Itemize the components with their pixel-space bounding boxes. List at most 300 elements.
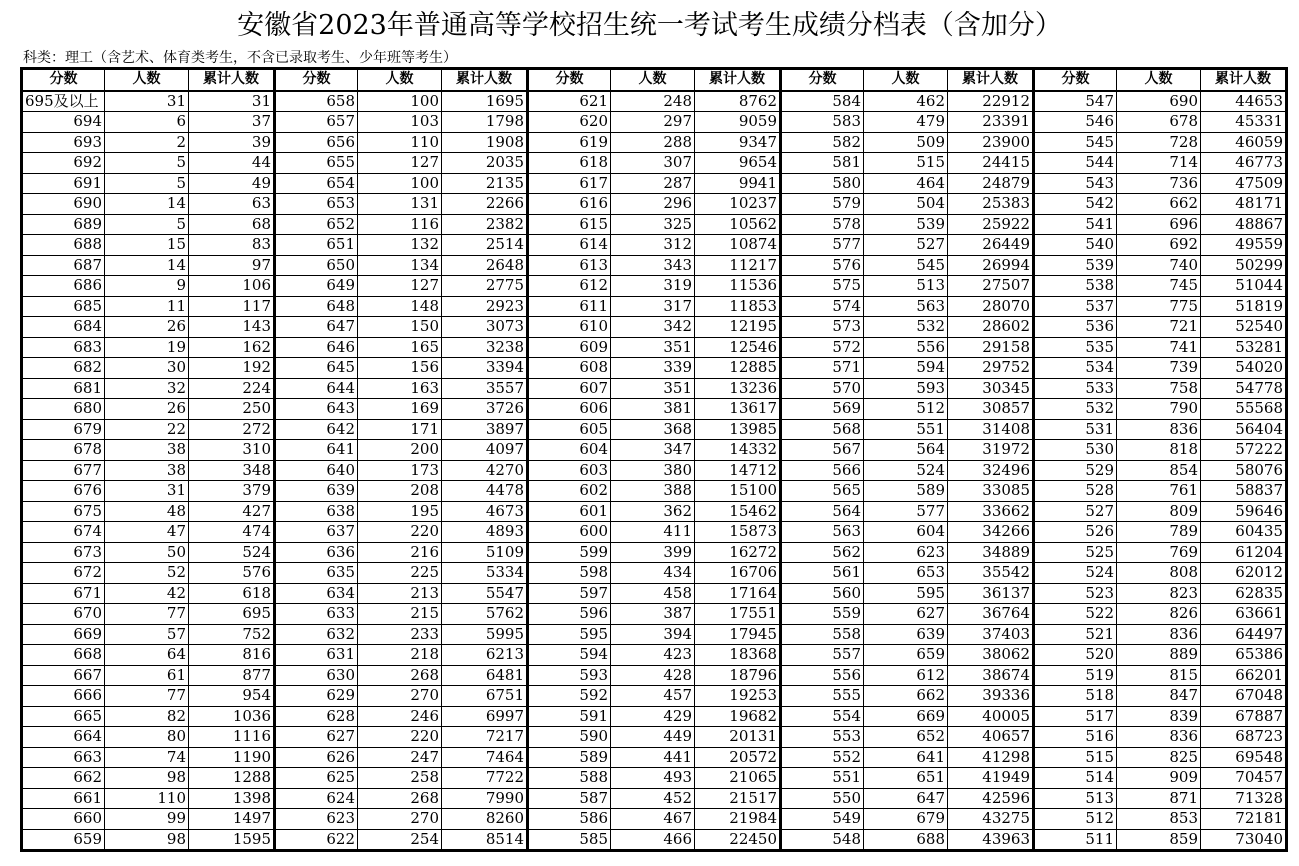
cell-score: 674	[22, 522, 105, 543]
cell-count: 745	[1117, 276, 1201, 297]
cell-count: 612	[864, 665, 948, 686]
cell-count: 218	[358, 645, 442, 666]
cell-cumulative: 29158	[948, 337, 1034, 358]
cell-count: 57	[105, 624, 189, 645]
cell-score: 645	[275, 358, 358, 379]
cell-score: 644	[275, 378, 358, 399]
cell-count: 457	[611, 686, 695, 707]
table-row	[22, 358, 1287, 379]
cell-score: 606	[528, 399, 611, 420]
cell-cumulative: 25922	[948, 214, 1034, 235]
cell-count: 116	[358, 214, 442, 235]
cell-score: 543	[1034, 173, 1117, 194]
cell-score: 542	[1034, 194, 1117, 215]
cell-count: 208	[358, 481, 442, 502]
cell-cumulative: 1190	[189, 747, 275, 768]
cell-cumulative: 62835	[1201, 583, 1287, 604]
cell-cumulative: 39336	[948, 686, 1034, 707]
cell-count: 19	[105, 337, 189, 358]
cell-score: 618	[528, 153, 611, 174]
table-row	[22, 747, 1287, 768]
cell-count: 26	[105, 317, 189, 338]
cell-score: 528	[1034, 481, 1117, 502]
cell-count: 714	[1117, 153, 1201, 174]
cell-cumulative: 33085	[948, 481, 1034, 502]
cell-cumulative: 2923	[442, 296, 528, 317]
cell-cumulative: 4893	[442, 522, 528, 543]
cell-count: 48	[105, 501, 189, 522]
cell-count: 220	[358, 727, 442, 748]
cell-score: 580	[781, 173, 864, 194]
cell-score: 591	[528, 706, 611, 727]
cell-count: 110	[358, 132, 442, 153]
cell-count: 758	[1117, 378, 1201, 399]
cell-score: 681	[22, 378, 105, 399]
cell-score: 635	[275, 563, 358, 584]
cell-cumulative: 13617	[695, 399, 781, 420]
cell-score: 581	[781, 153, 864, 174]
table-row	[22, 378, 1287, 399]
cell-score: 593	[528, 665, 611, 686]
cell-score: 673	[22, 542, 105, 563]
cell-cumulative: 4673	[442, 501, 528, 522]
cell-score: 639	[275, 481, 358, 502]
table-row	[22, 604, 1287, 625]
cell-count: 512	[864, 399, 948, 420]
cell-cumulative: 162	[189, 337, 275, 358]
cell-count: 826	[1117, 604, 1201, 625]
cell-cumulative: 20131	[695, 727, 781, 748]
cell-count: 741	[1117, 337, 1201, 358]
table-row	[22, 173, 1287, 194]
cell-count: 423	[611, 645, 695, 666]
cell-count: 287	[611, 173, 695, 194]
cell-score: 655	[275, 153, 358, 174]
cell-cumulative: 11536	[695, 276, 781, 297]
cell-score: 653	[275, 194, 358, 215]
cell-cumulative: 18796	[695, 665, 781, 686]
cell-count: 297	[611, 112, 695, 133]
cell-cumulative: 50299	[1201, 255, 1287, 276]
cell-count: 809	[1117, 501, 1201, 522]
cell-score: 587	[528, 788, 611, 809]
table-row	[22, 563, 1287, 584]
cell-score: 641	[275, 440, 358, 461]
cell-cumulative: 3557	[442, 378, 528, 399]
cell-score: 609	[528, 337, 611, 358]
cell-cumulative: 64497	[1201, 624, 1287, 645]
cell-score: 554	[781, 706, 864, 727]
cell-score: 539	[1034, 255, 1117, 276]
cell-cumulative: 4478	[442, 481, 528, 502]
cell-count: 42	[105, 583, 189, 604]
cell-score: 612	[528, 276, 611, 297]
cell-score: 622	[275, 829, 358, 851]
cell-score: 660	[22, 809, 105, 830]
cell-cumulative: 5995	[442, 624, 528, 645]
cell-count: 52	[105, 563, 189, 584]
cell-count: 466	[611, 829, 695, 851]
cell-cumulative: 63	[189, 194, 275, 215]
cell-score: 536	[1034, 317, 1117, 338]
cell-count: 215	[358, 604, 442, 625]
cell-cumulative: 14712	[695, 460, 781, 481]
cell-cumulative: 45331	[1201, 112, 1287, 133]
table-row	[22, 501, 1287, 522]
cell-count: 77	[105, 604, 189, 625]
cell-cumulative: 15462	[695, 501, 781, 522]
cell-count: 853	[1117, 809, 1201, 830]
cell-score: 572	[781, 337, 864, 358]
cell-cumulative: 1695	[442, 91, 528, 112]
cell-score: 565	[781, 481, 864, 502]
cell-cumulative: 59646	[1201, 501, 1287, 522]
cell-count: 688	[864, 829, 948, 851]
cell-count: 268	[358, 665, 442, 686]
cell-count: 627	[864, 604, 948, 625]
cell-cumulative: 1288	[189, 768, 275, 789]
cell-cumulative: 71328	[1201, 788, 1287, 809]
cell-count: 351	[611, 378, 695, 399]
cell-count: 173	[358, 460, 442, 481]
cell-score: 656	[275, 132, 358, 153]
cell-cumulative: 18368	[695, 645, 781, 666]
cell-count: 14	[105, 194, 189, 215]
cell-cumulative: 954	[189, 686, 275, 707]
cell-count: 351	[611, 337, 695, 358]
table-row	[22, 788, 1287, 809]
cell-score: 640	[275, 460, 358, 481]
cell-score: 538	[1034, 276, 1117, 297]
cell-cumulative: 427	[189, 501, 275, 522]
cell-count: 343	[611, 255, 695, 276]
table-row	[22, 440, 1287, 461]
cell-cumulative: 1116	[189, 727, 275, 748]
cell-cumulative: 474	[189, 522, 275, 543]
cell-cumulative: 17945	[695, 624, 781, 645]
cell-cumulative: 9059	[695, 112, 781, 133]
cell-cumulative: 51044	[1201, 276, 1287, 297]
cell-cumulative: 15873	[695, 522, 781, 543]
cell-cumulative: 62012	[1201, 563, 1287, 584]
table-row	[22, 235, 1287, 256]
cell-count: 5	[105, 153, 189, 174]
cell-count: 254	[358, 829, 442, 851]
cell-count: 790	[1117, 399, 1201, 420]
cell-cumulative: 4097	[442, 440, 528, 461]
cell-count: 818	[1117, 440, 1201, 461]
cell-cumulative: 13236	[695, 378, 781, 399]
cell-count: 258	[358, 768, 442, 789]
cell-cumulative: 48867	[1201, 214, 1287, 235]
cell-score: 605	[528, 419, 611, 440]
cell-cumulative: 20572	[695, 747, 781, 768]
cell-cumulative: 2135	[442, 173, 528, 194]
cell-count: 593	[864, 378, 948, 399]
cell-score: 666	[22, 686, 105, 707]
header-score: 分数	[1034, 69, 1117, 91]
cell-score: 527	[1034, 501, 1117, 522]
cell-count: 103	[358, 112, 442, 133]
cell-cumulative: 21984	[695, 809, 781, 830]
cell-count: 859	[1117, 829, 1201, 851]
cell-cumulative: 12195	[695, 317, 781, 338]
cell-cumulative: 63661	[1201, 604, 1287, 625]
cell-count: 247	[358, 747, 442, 768]
cell-cumulative: 23391	[948, 112, 1034, 133]
cell-count: 216	[358, 542, 442, 563]
cell-score: 597	[528, 583, 611, 604]
cell-cumulative: 1595	[189, 829, 275, 851]
cell-count: 411	[611, 522, 695, 543]
cell-count: 268	[358, 788, 442, 809]
cell-score: 648	[275, 296, 358, 317]
table-row	[22, 317, 1287, 338]
cell-cumulative: 695	[189, 604, 275, 625]
cell-score: 634	[275, 583, 358, 604]
cell-cumulative: 49	[189, 173, 275, 194]
cell-score: 559	[781, 604, 864, 625]
cell-cumulative: 65386	[1201, 645, 1287, 666]
cell-cumulative: 6751	[442, 686, 528, 707]
cell-count: 854	[1117, 460, 1201, 481]
cell-cumulative: 6213	[442, 645, 528, 666]
cell-cumulative: 41949	[948, 768, 1034, 789]
cell-score: 632	[275, 624, 358, 645]
cell-score: 564	[781, 501, 864, 522]
cell-score: 679	[22, 419, 105, 440]
cell-score: 667	[22, 665, 105, 686]
cell-count: 98	[105, 829, 189, 851]
cell-cumulative: 14332	[695, 440, 781, 461]
cell-cumulative: 1036	[189, 706, 275, 727]
cell-score: 598	[528, 563, 611, 584]
cell-score: 682	[22, 358, 105, 379]
cell-count: 769	[1117, 542, 1201, 563]
cell-score: 519	[1034, 665, 1117, 686]
cell-score: 545	[1034, 132, 1117, 153]
cell-score: 617	[528, 173, 611, 194]
cell-cumulative: 48171	[1201, 194, 1287, 215]
cell-cumulative: 9941	[695, 173, 781, 194]
cell-cumulative: 54778	[1201, 378, 1287, 399]
cell-cumulative: 31	[189, 91, 275, 112]
cell-cumulative: 28070	[948, 296, 1034, 317]
cell-score: 537	[1034, 296, 1117, 317]
cell-score: 557	[781, 645, 864, 666]
table-row	[22, 542, 1287, 563]
cell-cumulative: 68723	[1201, 727, 1287, 748]
cell-score: 607	[528, 378, 611, 399]
cell-cumulative: 36137	[948, 583, 1034, 604]
cell-score: 661	[22, 788, 105, 809]
cell-count: 651	[864, 768, 948, 789]
table-row	[22, 768, 1287, 789]
table-row	[22, 419, 1287, 440]
cell-score: 513	[1034, 788, 1117, 809]
cell-score: 675	[22, 501, 105, 522]
cell-count: 50	[105, 542, 189, 563]
cell-cumulative: 53281	[1201, 337, 1287, 358]
cell-score: 599	[528, 542, 611, 563]
cell-cumulative: 5547	[442, 583, 528, 604]
cell-score: 636	[275, 542, 358, 563]
cell-count: 847	[1117, 686, 1201, 707]
table-row	[22, 522, 1287, 543]
cell-score: 571	[781, 358, 864, 379]
cell-score: 614	[528, 235, 611, 256]
cell-count: 127	[358, 153, 442, 174]
cell-cumulative: 26994	[948, 255, 1034, 276]
cell-score: 590	[528, 727, 611, 748]
table-row	[22, 153, 1287, 174]
cell-count: 736	[1117, 173, 1201, 194]
cell-cumulative: 54020	[1201, 358, 1287, 379]
cell-score: 680	[22, 399, 105, 420]
cell-cumulative: 22912	[948, 91, 1034, 112]
cell-score: 515	[1034, 747, 1117, 768]
cell-score: 624	[275, 788, 358, 809]
cell-count: 319	[611, 276, 695, 297]
page-title: 安徽省2023年普通高等学校招生统一考试考生成绩分档表（含加分）	[237, 10, 1062, 41]
header-count: 人数	[611, 69, 695, 91]
cell-score: 540	[1034, 235, 1117, 256]
table-row	[22, 727, 1287, 748]
cell-score: 676	[22, 481, 105, 502]
cell-count: 213	[358, 583, 442, 604]
cell-score: 526	[1034, 522, 1117, 543]
cell-cumulative: 6481	[442, 665, 528, 686]
cell-score: 569	[781, 399, 864, 420]
cell-count: 623	[864, 542, 948, 563]
cell-score: 518	[1034, 686, 1117, 707]
cell-cumulative: 12546	[695, 337, 781, 358]
cell-count: 721	[1117, 317, 1201, 338]
cell-cumulative: 524	[189, 542, 275, 563]
cell-cumulative: 2382	[442, 214, 528, 235]
cell-cumulative: 72181	[1201, 809, 1287, 830]
cell-score: 628	[275, 706, 358, 727]
cell-count: 836	[1117, 624, 1201, 645]
cell-cumulative: 46773	[1201, 153, 1287, 174]
cell-count: 64	[105, 645, 189, 666]
cell-cumulative: 34266	[948, 522, 1034, 543]
cell-cumulative: 1908	[442, 132, 528, 153]
cell-cumulative: 70457	[1201, 768, 1287, 789]
cell-count: 270	[358, 809, 442, 830]
cell-cumulative: 21065	[695, 768, 781, 789]
score-distribution-table	[20, 67, 1288, 852]
cell-cumulative: 10874	[695, 235, 781, 256]
cell-score: 552	[781, 747, 864, 768]
cell-score: 544	[1034, 153, 1117, 174]
cell-cumulative: 36764	[948, 604, 1034, 625]
cell-score: 603	[528, 460, 611, 481]
cell-cumulative: 16272	[695, 542, 781, 563]
cell-count: 195	[358, 501, 442, 522]
cell-count: 532	[864, 317, 948, 338]
cell-cumulative: 5762	[442, 604, 528, 625]
cell-cumulative: 143	[189, 317, 275, 338]
cell-cumulative: 26449	[948, 235, 1034, 256]
cell-count: 220	[358, 522, 442, 543]
header-cumulative: 累计人数	[442, 69, 528, 91]
cell-score: 604	[528, 440, 611, 461]
cell-score: 596	[528, 604, 611, 625]
cell-score: 616	[528, 194, 611, 215]
cell-cumulative: 31408	[948, 419, 1034, 440]
cell-count: 434	[611, 563, 695, 584]
cell-count: 464	[864, 173, 948, 194]
cell-count: 761	[1117, 481, 1201, 502]
cell-cumulative: 3394	[442, 358, 528, 379]
table-row	[22, 809, 1287, 830]
cell-score: 619	[528, 132, 611, 153]
cell-count: 563	[864, 296, 948, 317]
table-row	[22, 399, 1287, 420]
cell-cumulative: 32496	[948, 460, 1034, 481]
cell-score: 638	[275, 501, 358, 522]
cell-cumulative: 2514	[442, 235, 528, 256]
cell-count: 9	[105, 276, 189, 297]
cell-count: 5	[105, 173, 189, 194]
cell-cumulative: 37403	[948, 624, 1034, 645]
cell-count: 653	[864, 563, 948, 584]
cell-count: 26	[105, 399, 189, 420]
cell-cumulative: 38062	[948, 645, 1034, 666]
cell-cumulative: 224	[189, 378, 275, 399]
cell-count: 449	[611, 727, 695, 748]
table-row	[22, 255, 1287, 276]
cell-count: 38	[105, 440, 189, 461]
cell-score: 560	[781, 583, 864, 604]
cell-score: 575	[781, 276, 864, 297]
table-row	[22, 645, 1287, 666]
cell-cumulative: 13985	[695, 419, 781, 440]
cell-count: 696	[1117, 214, 1201, 235]
cell-count: 200	[358, 440, 442, 461]
cell-count: 22	[105, 419, 189, 440]
header-row	[22, 69, 1287, 91]
cell-score: 595	[528, 624, 611, 645]
cell-cumulative: 39	[189, 132, 275, 153]
table-row	[22, 337, 1287, 358]
cell-score: 600	[528, 522, 611, 543]
cell-cumulative: 25383	[948, 194, 1034, 215]
cell-cumulative: 27507	[948, 276, 1034, 297]
cell-count: 836	[1117, 419, 1201, 440]
header-score: 分数	[528, 69, 611, 91]
cell-score: 664	[22, 727, 105, 748]
cell-score: 678	[22, 440, 105, 461]
cell-score: 567	[781, 440, 864, 461]
cell-score: 663	[22, 747, 105, 768]
cell-count: 462	[864, 91, 948, 112]
cell-score: 588	[528, 768, 611, 789]
header-count: 人数	[105, 69, 189, 91]
cell-count: 368	[611, 419, 695, 440]
cell-cumulative: 24415	[948, 153, 1034, 174]
cell-cumulative: 83	[189, 235, 275, 256]
cell-count: 74	[105, 747, 189, 768]
cell-cumulative: 67048	[1201, 686, 1287, 707]
cell-count: 659	[864, 645, 948, 666]
cell-count: 32	[105, 378, 189, 399]
cell-score: 672	[22, 563, 105, 584]
cell-cumulative: 12885	[695, 358, 781, 379]
cell-count: 388	[611, 481, 695, 502]
cell-count: 15	[105, 235, 189, 256]
